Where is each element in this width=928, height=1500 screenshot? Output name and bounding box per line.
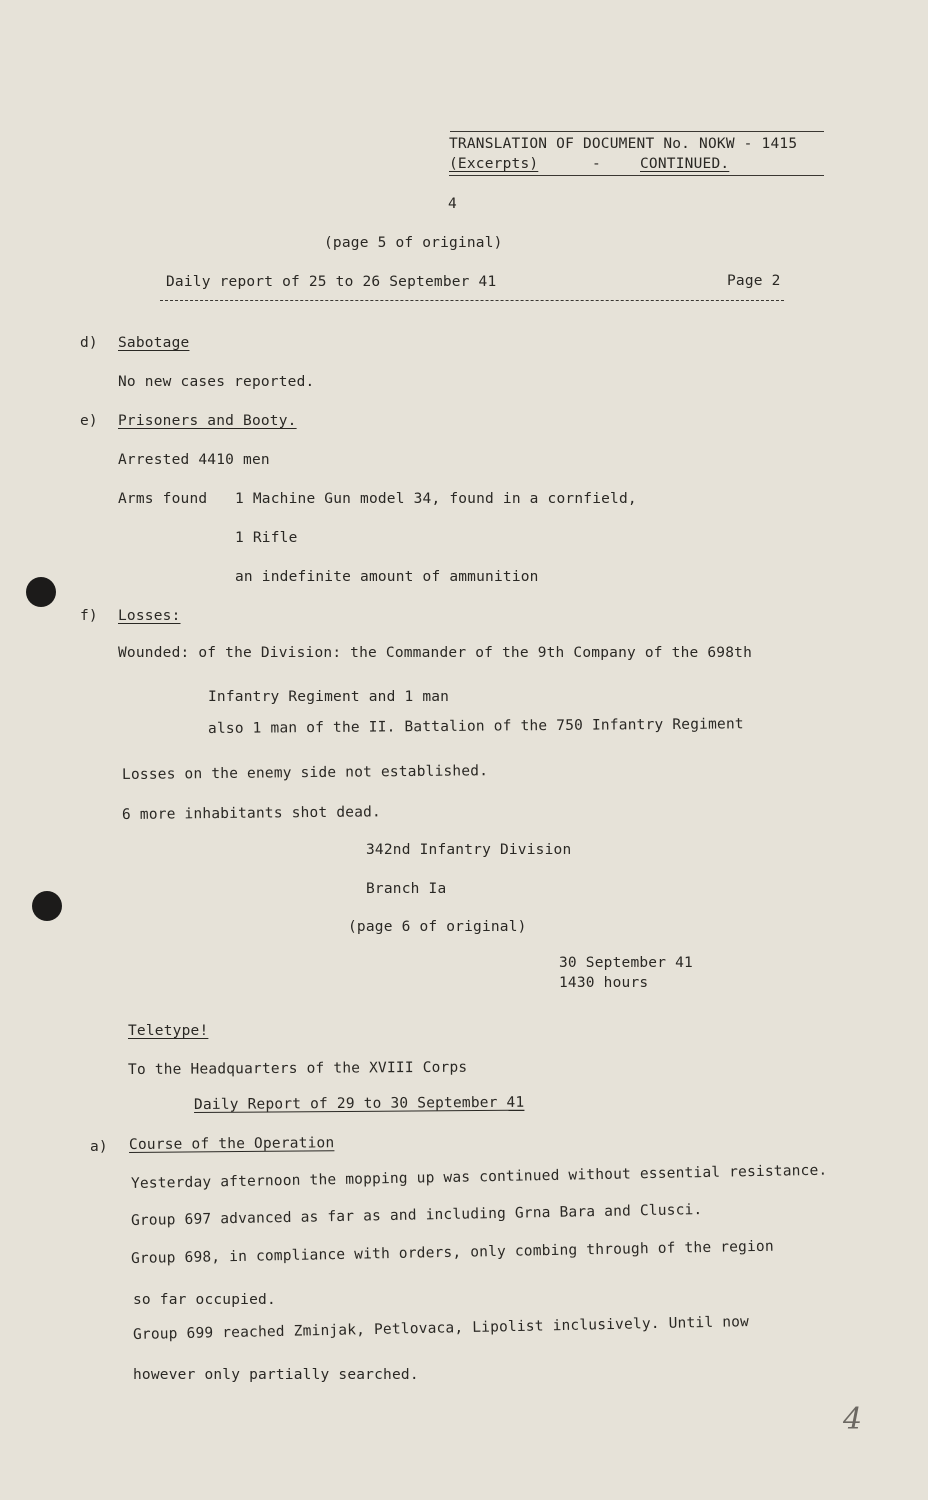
report1-title: Daily report of 25 to 26 September 41 <box>166 274 497 290</box>
report2-date: 30 September 41 <box>559 955 693 971</box>
handwritten-page-number: 4 <box>843 1402 863 1437</box>
operation-line: Group 697 advanced as far as and including Grna Bara and Clusci. <box>130 1202 703 1229</box>
arms-item: 1 Machine Gun model 34, found in a cornfield, <box>235 491 637 507</box>
punch-hole-top <box>26 577 56 607</box>
header-top-rule <box>450 131 824 132</box>
section-e-marker: e) <box>80 413 98 429</box>
arms-found-label: Arms found <box>118 491 208 507</box>
page-number: 4 <box>448 196 457 212</box>
addressee-line: To the Headquarters of the XVIII Corps <box>127 1059 468 1078</box>
signature-branch: Branch Ia <box>366 881 447 897</box>
section-f-marker: f) <box>80 608 98 624</box>
signature-unit: 342nd Infantry Division <box>366 842 572 858</box>
section-a-heading: Course of the Operation <box>128 1135 335 1153</box>
section-a-marker: a) <box>90 1139 108 1155</box>
wounded-line-1: Wounded: of the Division: the Commander of the 9th Company of the 698th <box>118 645 753 661</box>
page6-note: (page 6 of original) <box>348 919 527 935</box>
report1-page-label: Page 2 <box>727 273 781 289</box>
report2-time: 1430 hours <box>559 975 649 991</box>
header-dash: - <box>592 156 601 172</box>
arms-item: 1 Rifle <box>235 530 298 546</box>
header-title: TRANSLATION OF DOCUMENT No. NOKW - 1415 <box>449 136 798 152</box>
header-bottom-rule <box>449 175 824 176</box>
report1-dashed-rule <box>160 300 784 301</box>
section-f-heading: Losses: <box>118 608 181 624</box>
operation-line: Yesterday afternoon the mopping up was continued without essential resistance. <box>130 1162 828 1192</box>
page5-note: (page 5 of original) <box>324 235 503 251</box>
punch-hole-bottom <box>32 891 62 921</box>
section-e-heading: Prisoners and Booty. <box>118 413 297 429</box>
operation-line: so far occupied. <box>133 1292 276 1308</box>
operation-line: Group 699 reached Zminjak, Petlovaca, Lipolist inclusively. Until now <box>132 1314 750 1343</box>
header-continued: CONTINUED. <box>640 156 730 172</box>
header-excerpts: (Excerpts) <box>449 156 539 172</box>
operation-line: Group 698, in compliance with orders, only combing through of the region <box>130 1238 774 1267</box>
wounded-line-3: also 1 man of the II. Battalion of the 750 Infantry Regiment <box>207 716 744 737</box>
wounded-line-2: Infantry Regiment and 1 man <box>208 689 450 705</box>
inhabitants-line: 6 more inhabitants shot dead. <box>121 804 382 823</box>
section-d-text: No new cases reported. <box>118 374 315 390</box>
section-d-heading: Sabotage <box>118 335 190 351</box>
arrested-line: Arrested 4410 men <box>118 452 270 468</box>
teletype-label: Teletype! <box>128 1023 209 1039</box>
arms-item: an indefinite amount of ammunition <box>235 569 539 585</box>
section-d-marker: d) <box>80 335 98 351</box>
enemy-losses-line: Losses on the enemy side not established. <box>121 763 489 783</box>
operation-line: however only partially searched. <box>133 1367 419 1383</box>
report2-title: Daily Report of 29 to 30 September 41 <box>193 1094 525 1113</box>
